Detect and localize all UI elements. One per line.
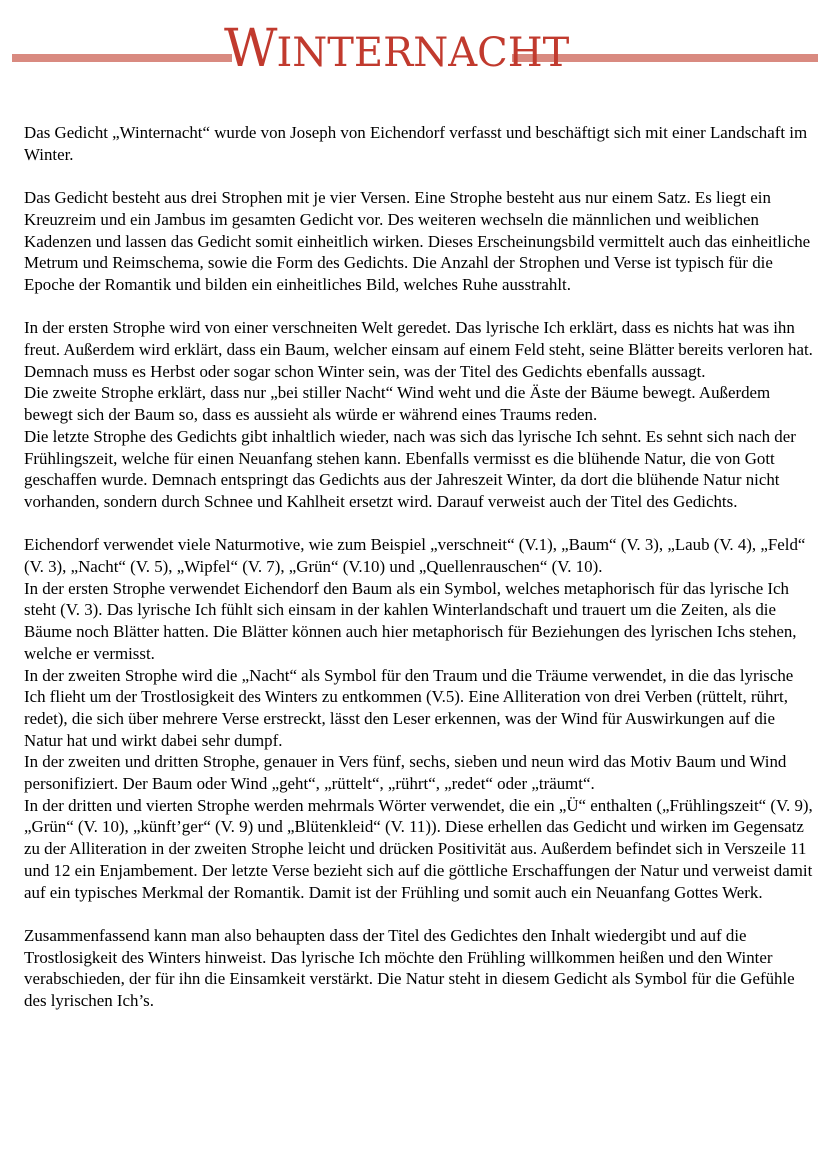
page-header bbox=[0, 0, 828, 95]
paragraph-gap bbox=[24, 296, 814, 318]
paragraph-motifs: Eichendorf verwendet viele Naturmotive, wie zum Beispiel „verschneit“ (V.1), „Baum“ (V. 3), „Laub (V. 4), „Feld“ (V. 3), „Nacht“ (V. 5), „Wipfel“ (V. 7), „Grün“ (V.10) und „Quellenrauschen“ (V. 10). bbox=[24, 535, 806, 577]
paragraph-stanza-three: Die letzte Strophe des Gedichts gibt inhaltlich wieder, nach was sich das lyrische Ich sehnt. Es sehnt sich nach der Frühlingszeit, welche für einen Neuanfang stehen kann. Ebenfalls vermisst es die blühende Natur, die von Gott geschaffen wurde. Demnach entspringt das Gedichts aus der Jahreszeit Winter, da dort die blühende Natur nicht vorhanden, sondern durch Schnee und Kahlheit ersetzt wird. Darauf verweist auch der Titel des Gedichts. bbox=[24, 426, 796, 511]
paragraph-form: Das Gedicht besteht aus drei Strophen mit je vier Versen. Eine Strophe besteht aus nur einem Satz. Es liegt ein Kreuzreim und ein Jambus im gesamten Gedicht vor. Des weiteren wechseln die männlichen und weiblichen Kadenzen und lassen das Gedicht somit einheitlich wirken. Dieses Erscheinungsbild vermittelt auch das einheitliche Metrum und Reimschema, sowie die Form des Gedichts. Die Anzahl der Strophen und Verse ist typisch für die Epoche der Romantik und bilden ein einheitliches Bild, welches Ruhe ausstrahlt. bbox=[24, 188, 811, 294]
title-rule-left bbox=[12, 54, 232, 62]
page-title bbox=[224, 8, 570, 90]
paragraph-umlaut-words: In der dritten und vierten Strophe werden mehrmals Wörter verwendet, die ein „Ü“ enthalten („Frühlingszeit“ (V. 9), „Grün“ (V. 10), „künft’ger“ (V. 9) und „Blütenkleid“ (V. 11)). Diese erhellen das Gedicht und wirken im Gegensatz zu der Alliteration in der zweiten Strophe leicht und drücken Positivität aus. Außerdem befindet sich in Verszeile 11 und 12 ein Enjambement. Der letzte Verse bezieht sich auf die göttliche Erschaffungen der Natur und verweist damit auf ein typisches Merkmal der Romantik. Damit ist der Frühling und somit auch ein Neuanfang Gottes Werk. bbox=[24, 795, 813, 902]
paragraph-gap bbox=[24, 903, 814, 925]
paragraph-stanza-one: In der ersten Strophe wird von einer verschneiten Welt geredet. Das lyrische Ich erklärt, dass es nichts hat was ihn freut. Außerdem wird erklärt, dass ein Baum, welcher einsam auf einem Feld steht, seine Blätter bereits verloren hat. Demnach muss es Herbst oder sogar schon Winter sein, was der Titel des Gedichts ebenfalls aussagt. bbox=[24, 318, 813, 381]
paragraph-gap bbox=[24, 513, 814, 535]
paragraph-symbol-night: In der zweiten Strophe wird die „Nacht“ als Symbol für den Traum und die Träume verwendet, in die das lyrische Ich flieht um der Trostlosigkeit des Winters zu entkommen (V.5). Eine Alliteration von drei Verben (rüttelt, rührt, redet), die sich über mehrere Verse erstreckt, lässt den Leser erkennen, was der Wind für Auswirkungen auf die Natur hat und wirkt dabei sehr dumpf. bbox=[24, 665, 794, 750]
paragraph-gap bbox=[24, 165, 814, 187]
document-body bbox=[24, 122, 814, 1012]
paragraph-intro: Das Gedicht „Winternacht“ wurde von Joseph von Eichendorf verfasst und beschäftigt sich mit einer Landschaft im Winter. bbox=[24, 123, 808, 164]
paragraph-personification: In der zweiten und dritten Strophe, genauer in Vers fünf, sechs, sieben und neun wird das Motiv Baum und Wind personifiziert. Der Baum oder Wind „geht“, „rüttelt“, „rührt“, „redet“ oder „träumt“. bbox=[24, 752, 787, 794]
paragraph-symbol-tree: In der ersten Strophe verwendet Eichendorf den Baum als ein Symbol, welches metaphorisch für das lyrische Ich steht (V. 3). Das lyrische Ich fühlt sich einsam in der kahlen Winterlandschaft und trauert um die Zeiten, als die Bäume noch Blätter hatten. Die Blätter können auch hier metaphorisch für Beziehungen des lyrischen Ichs stehen, welche er vermisst. bbox=[24, 578, 797, 663]
title-rest: INTERNACHT bbox=[276, 30, 570, 76]
title-initial: W bbox=[224, 19, 277, 79]
paragraph-conclusion: Zusammenfassend kann man also behaupten dass der Titel des Gedichtes den Inhalt wiedergibt und auf die Trostlosigkeit des Winters hinweist. Das lyrische Ich möchte den Frühling willkommen heißen und den Winter verabschieden, der für ihn die Einsamkeit verstärkt. Die Natur steht in diesem Gedicht als Symbol für die Gefühle des lyrischen Ich’s. bbox=[24, 925, 795, 1011]
paragraph-stanza-two: Die zweite Strophe erklärt, dass nur „bei stiller Nacht“ Wind weht und die Äste der Bäume bewegt. Außerdem bewegt sich der Baum so, dass es aussieht als würde er während eines Traums reden. bbox=[24, 383, 771, 425]
